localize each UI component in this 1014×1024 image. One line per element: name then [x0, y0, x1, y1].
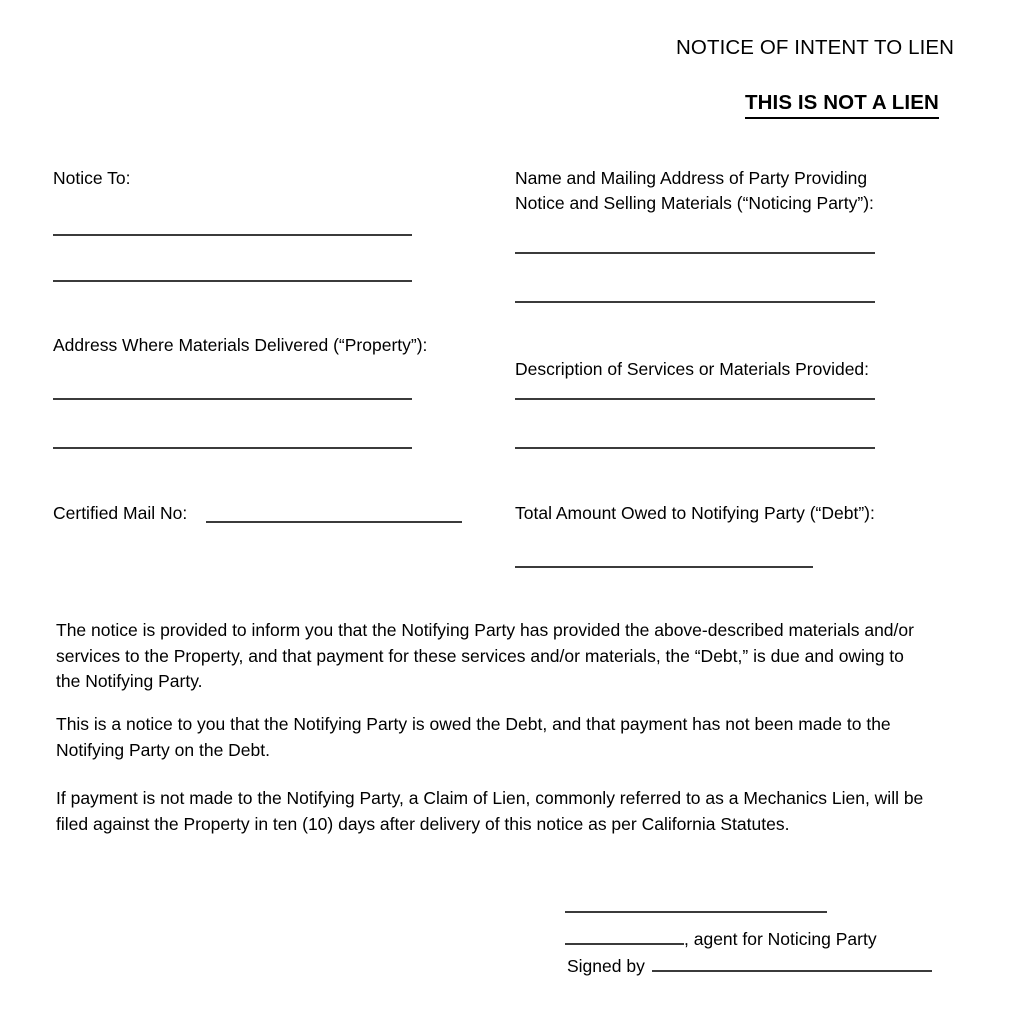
signature-blank-agent-name[interactable] — [565, 928, 684, 945]
field-blank-description-line-2[interactable] — [515, 447, 875, 449]
signature-blank-top-rule[interactable] — [565, 911, 827, 913]
field-label-noticing-party-line-1: Name and Mailing Address of Party Providing — [515, 168, 868, 188]
body-paragraph-2: This is a notice to you that the Notifying Party is owed the Debt, and that payment has not been made to the Notifying Party on the Debt. — [56, 714, 891, 760]
field-label-description-of-services: Description of Services or Materials Provided: — [515, 359, 870, 379]
field-label-total-amount-owed: Total Amount Owed to Notifying Party (“Debt”): — [515, 503, 875, 523]
page-subtitle-disclaimer: THIS IS NOT A LIEN — [745, 91, 939, 119]
signature-agent-label: , agent for Noticing Party — [684, 929, 877, 949]
field-blank-description-line-1[interactable] — [515, 398, 875, 400]
signature-blank-signed-by[interactable] — [652, 955, 932, 972]
field-label-notice-to: Notice To: — [53, 168, 131, 188]
field-blank-notice-to-line-1[interactable] — [53, 234, 412, 236]
body-paragraph-1: The notice is provided to inform you that the Notifying Party has provided the above-described materials and/or services to the Property, and that payment for these services and/or materials, the “Debt,” is due and owing to the Notifying Party. — [56, 620, 914, 691]
field-label-noticing-party — [515, 166, 935, 216]
page-title: NOTICE OF INTENT TO LIEN — [676, 36, 955, 59]
field-blank-property-address-line-2[interactable] — [53, 447, 412, 449]
field-label-certified-mail-no: Certified Mail No: — [53, 503, 188, 523]
signature-agent-line — [565, 928, 877, 950]
field-blank-notice-to-line-2[interactable] — [53, 280, 412, 282]
signed-by-line — [567, 955, 932, 977]
field-label-property-address: Address Where Materials Delivered (“Property”): — [53, 335, 428, 355]
body-paragraph-3: If payment is not made to the Notifying Party, a Claim of Lien, commonly referred to as a Mechanics Lien, will be filed against the Property in ten (10) days after delivery of this notice as per California Statutes. — [56, 788, 924, 834]
field-label-noticing-party-line-2: Notice and Selling Materials (“Noticing Party”): — [515, 193, 874, 213]
field-blank-certified-mail-no[interactable] — [206, 521, 462, 523]
field-blank-total-amount-owed[interactable] — [515, 566, 813, 568]
signed-by-label: Signed by — [567, 956, 645, 976]
field-blank-noticing-party-line-2[interactable] — [515, 301, 875, 303]
field-blank-noticing-party-line-1[interactable] — [515, 252, 875, 254]
field-blank-property-address-line-1[interactable] — [53, 398, 412, 400]
